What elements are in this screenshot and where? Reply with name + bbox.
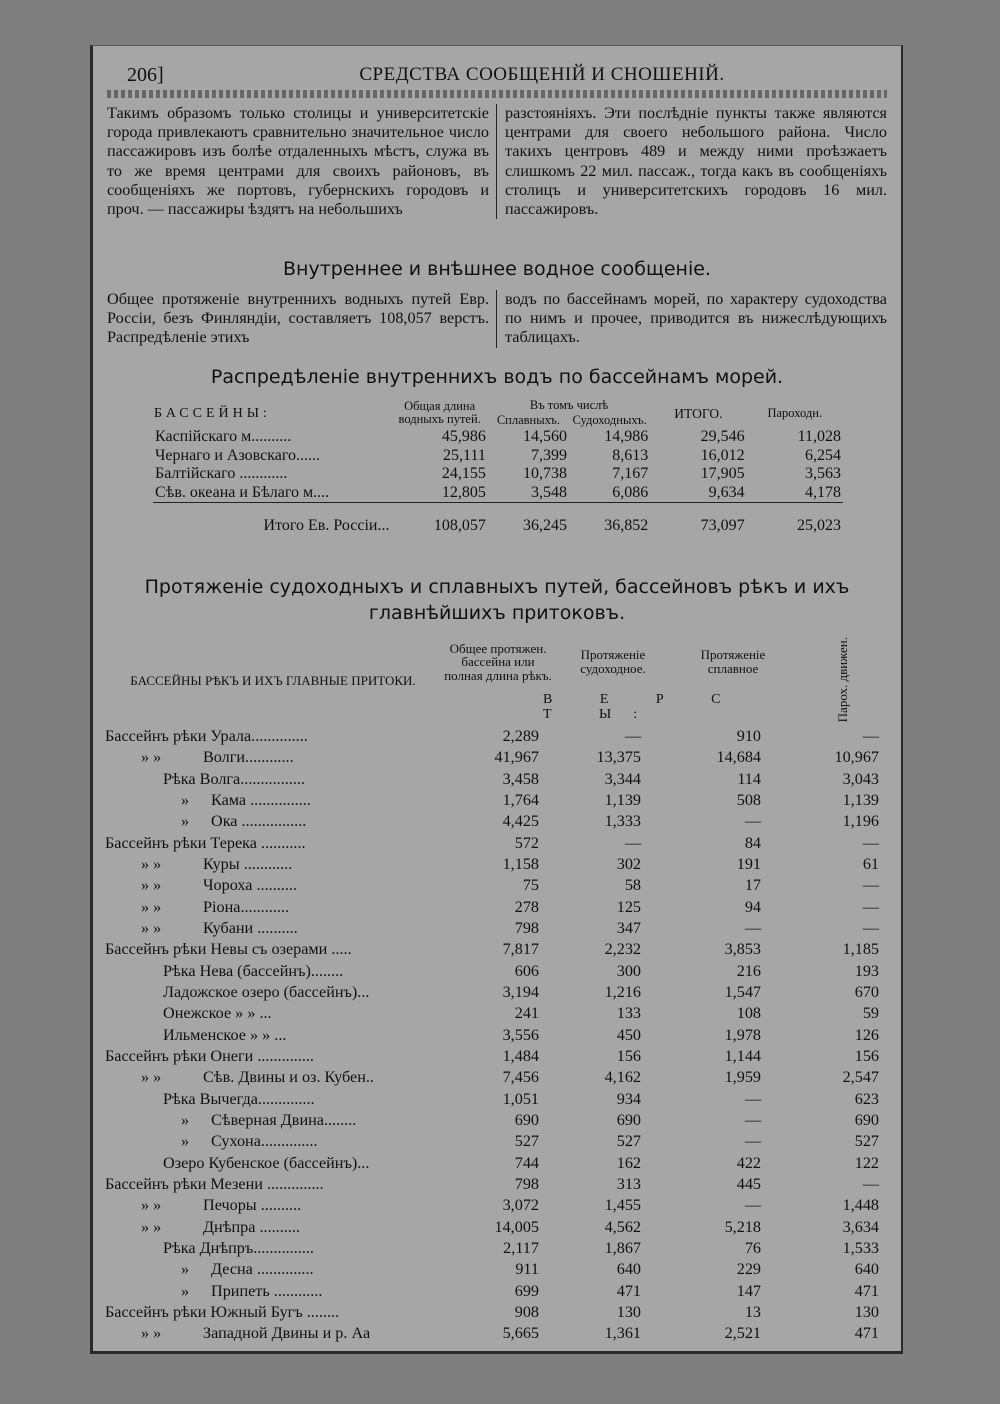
- row-label: [103, 1131, 443, 1152]
- ditto-mark: » »: [141, 1196, 162, 1215]
- header-including: Въ томъ числѣ: [529, 398, 609, 412]
- table-cell: 300: [616, 961, 641, 980]
- table-cell: 59: [862, 1004, 879, 1023]
- section-right-column: водъ по бассейнамъ морей, по характеру судоходства по нимъ и прочее, приводится въ нижеслѣдующихъ таблицахъ.: [505, 290, 887, 347]
- row-label: Чернаго и Азовскаго......: [155, 446, 321, 464]
- table-row: [103, 811, 893, 832]
- table-cell: 6,086: [612, 483, 649, 501]
- table-cell: 4,562: [604, 1217, 641, 1236]
- ditto-mark: » »: [141, 876, 162, 895]
- row-name: Онежское » » ...: [163, 1004, 272, 1023]
- table-cell: —: [744, 1111, 761, 1130]
- ditto-mark: »: [181, 1281, 190, 1300]
- header-total-extent: Общее протяжен. бассейна или полная длина рѣкъ.: [444, 640, 552, 683]
- intro-right-column: разстояніяхъ. Эти послѣдніе пункты также являются центрами для своего небольшого района. Число такихъ центровъ 489 и между ними проѣзжаетъ слишкомъ 22 мил. пассаж., тогда какъ въ сообщеніяхъ столицъ и университетскихъ городовъ 16 мил. пассажировъ.: [505, 104, 887, 219]
- table-cell: 527: [616, 1132, 641, 1151]
- table-cell: 61: [862, 854, 879, 873]
- table-cell: 1,533: [842, 1239, 879, 1258]
- row-label: [103, 1323, 443, 1344]
- table-cell: 3,634: [842, 1217, 879, 1236]
- table-row: [103, 1302, 893, 1323]
- table-cell: 1,051: [502, 1089, 539, 1108]
- table-cell: 14,560: [523, 428, 568, 445]
- table-cell: 450: [616, 1025, 641, 1044]
- table-cell: 1,333: [604, 812, 641, 831]
- table-cell: 4,162: [604, 1068, 641, 1087]
- table-cell: 7,456: [502, 1068, 539, 1087]
- table-cell: 445: [736, 1175, 761, 1194]
- table-row: [103, 1131, 893, 1152]
- table-cell: 1,484: [502, 1047, 539, 1065]
- header-rafting: Сплавныхъ.: [496, 413, 561, 427]
- table-cell: 29,546: [700, 428, 745, 445]
- page-header: [93, 64, 901, 90]
- table-cell: —: [862, 897, 879, 916]
- table-cell: 1,139: [604, 790, 641, 809]
- table-row: [103, 982, 893, 1003]
- row-label: [103, 1153, 443, 1174]
- table-cell: 156: [854, 1047, 879, 1065]
- row-label: Сѣв. океана и Бѣлаго м....: [155, 483, 330, 501]
- row-name: Волги............: [203, 748, 294, 767]
- table-cell: 191: [736, 854, 761, 873]
- row-name: Западной Двины и р. Аа: [203, 1324, 371, 1343]
- table-cell: 606: [514, 961, 539, 980]
- table-cell: 126: [854, 1025, 879, 1044]
- table-cell: 302: [616, 854, 641, 873]
- table-cell: —: [744, 918, 761, 937]
- row-name: Ильменское » » ...: [163, 1025, 287, 1044]
- table-row: [103, 1238, 893, 1259]
- table-cell: 3,072: [502, 1196, 539, 1215]
- table2-title-line2: главнѣйшихъ притоковъ.: [368, 602, 626, 624]
- row-name: Бассейнъ рѣки Урала..............: [105, 726, 308, 745]
- table-row: [103, 1067, 893, 1088]
- table-cell: 122: [854, 1153, 879, 1172]
- table-cell: 2,117: [503, 1239, 539, 1258]
- row-name: Бассейнъ рѣки Терека ...........: [105, 833, 306, 852]
- header-river-basins: БАССЕЙНЫ РѢКЪ И ИХЪ ГЛАВНЫЕ ПРИТОКИ.: [130, 673, 416, 689]
- table-cell: 471: [616, 1281, 641, 1300]
- row-label: [103, 1174, 443, 1195]
- table2-title-line1: Протяженіе судоходныхъ и сплавныхъ путей, бассейновъ рѣкъ и ихъ: [144, 576, 850, 598]
- table-cell: 94: [744, 897, 761, 916]
- table-cell: 24,155: [441, 465, 486, 482]
- ditto-mark: » »: [141, 1217, 162, 1236]
- row-label: [103, 918, 443, 939]
- row-name: Бассейнъ рѣки Невы съ озерами .....: [105, 940, 352, 959]
- table-cell: 572: [514, 833, 539, 852]
- row-label: [103, 726, 443, 747]
- table-cell: 910: [736, 726, 761, 745]
- table-cell: 5,665: [502, 1324, 539, 1343]
- header-navigable: Судоходныхъ.: [572, 413, 647, 427]
- row-label: [103, 875, 443, 896]
- table-cell: 3,458: [502, 769, 539, 788]
- row-label: [103, 961, 443, 982]
- table-cell: 84: [744, 833, 761, 852]
- header-total-length: Общая длина водныхъ путей.: [398, 399, 481, 426]
- table-row: [103, 769, 893, 790]
- row-name: Бассейнъ рѣки Мезени ..............: [105, 1175, 324, 1194]
- table-cell: 216: [736, 961, 761, 980]
- table-cell: 911: [515, 1260, 539, 1279]
- table-cell: 17: [744, 876, 761, 895]
- ditto-mark: » »: [141, 897, 162, 916]
- table-cell: 1,158: [502, 854, 539, 873]
- section-columns: [107, 290, 887, 348]
- table-cell: —: [744, 1196, 761, 1215]
- row-label: [103, 982, 443, 1003]
- ditto-mark: » »: [141, 854, 162, 873]
- table-cell: 1,216: [604, 982, 641, 1001]
- table-cell: 908: [514, 1303, 539, 1322]
- row-label: [103, 1195, 443, 1216]
- ditto-mark: » »: [141, 748, 162, 767]
- header-steam-traffic: Парох. движен.: [835, 637, 851, 723]
- row-label: [103, 939, 443, 960]
- table-cell: 1,139: [842, 790, 879, 809]
- table-cell: 1,455: [604, 1196, 641, 1215]
- table-cell: 156: [616, 1047, 641, 1065]
- table-row: [103, 747, 893, 768]
- table-cell: 10,738: [523, 465, 568, 482]
- row-name: Ока ................: [211, 812, 307, 831]
- table-cell: —: [862, 876, 879, 895]
- row-name: Бассейнъ рѣки Онеги ..............: [105, 1047, 314, 1065]
- intro-columns: [107, 104, 887, 219]
- table-cell: 4,178: [805, 483, 841, 501]
- row-label: [103, 897, 443, 918]
- row-label: [103, 1003, 443, 1024]
- table-row: [103, 1217, 893, 1238]
- table-row: [103, 1003, 893, 1024]
- table-cell: 623: [854, 1089, 879, 1108]
- row-label: [103, 790, 443, 811]
- table-row: [153, 465, 843, 484]
- row-label: Балтійскаго ............: [155, 465, 288, 482]
- table-cell: 690: [616, 1111, 641, 1130]
- header-rafting-length: Протяженіе сплавное: [700, 647, 766, 676]
- table-row: [103, 875, 893, 896]
- table-cell: 527: [514, 1132, 539, 1151]
- table-row: [103, 790, 893, 811]
- row-name: Бассейнъ рѣки Южный Бугъ ........: [105, 1303, 340, 1322]
- table-cell: 798: [514, 918, 539, 937]
- table-cell: 16,012: [700, 446, 745, 464]
- table-cell: 241: [514, 1004, 539, 1023]
- table-cell: 108,057: [433, 517, 486, 534]
- section-left-column: Общее протяженіе внутреннихъ водныхъ путей Евр. Россіи, безъ Финляндіи, составляетъ 108,057 верстъ. Распредѣленіе этихъ: [107, 290, 497, 348]
- row-label: [103, 833, 443, 854]
- table-cell: —: [862, 726, 879, 745]
- table-cell: —: [624, 726, 641, 745]
- row-name: Озеро Кубенское (бассейнъ)...: [163, 1153, 370, 1172]
- row-label: [103, 769, 443, 790]
- table-cell: 798: [514, 1175, 539, 1194]
- table-cell: 4,425: [502, 812, 539, 831]
- row-name: Куры ............: [203, 854, 293, 873]
- table-cell: 1,867: [604, 1239, 641, 1258]
- table-row: [103, 961, 893, 982]
- row-name: Кама ...............: [211, 790, 311, 809]
- basins-by-sea-table: [153, 398, 843, 536]
- table-cell: 13: [744, 1303, 761, 1322]
- table-row: [153, 428, 843, 447]
- row-label: [103, 1046, 443, 1067]
- table-cell: 7,167: [612, 465, 649, 482]
- table-cell: 162: [616, 1153, 641, 1172]
- table-cell: 25,111: [443, 446, 486, 464]
- table-cell: 1,144: [724, 1047, 761, 1065]
- ditto-mark: »: [181, 1260, 190, 1279]
- page-number: 206]: [127, 64, 164, 86]
- decorative-rule: [107, 90, 887, 98]
- table-cell: 278: [514, 897, 539, 916]
- ditto-mark: »: [181, 790, 190, 809]
- row-name: Чороха ..........: [203, 876, 297, 895]
- table-row: [103, 1089, 893, 1110]
- table-cell: 744: [514, 1153, 539, 1172]
- table-cell: 25,023: [797, 517, 841, 534]
- row-name: Десна ..............: [211, 1260, 314, 1279]
- header-steam: Пароходн.: [767, 405, 823, 420]
- table-cell: 3,043: [842, 769, 879, 788]
- table-cell: 2,521: [724, 1324, 761, 1343]
- table-cell: 1,361: [604, 1324, 641, 1343]
- row-name: Рѣка Вычегда..............: [163, 1089, 315, 1108]
- row-name: Печоры ..........: [203, 1196, 302, 1215]
- table-cell: 45,986: [441, 428, 486, 445]
- table-row: [103, 1174, 893, 1195]
- row-label: [103, 811, 443, 832]
- book-page: [90, 45, 903, 1354]
- table-cell: 3,344: [604, 769, 641, 788]
- header-versts: В Е Р С Т Ы:: [543, 692, 743, 722]
- row-name: Рѣка Нева (бассейнъ)........: [163, 961, 344, 980]
- table-cell: 14,684: [716, 748, 761, 767]
- row-label: Каспійскаго м..........: [155, 428, 292, 445]
- table-cell: 7,817: [502, 940, 539, 959]
- table-cell: 313: [616, 1175, 641, 1194]
- ditto-mark: »: [181, 812, 190, 831]
- table-cell: 58: [624, 876, 641, 895]
- table-cell: 1,196: [842, 812, 879, 831]
- table-row: [153, 447, 843, 466]
- table-cell: 13,375: [596, 748, 641, 767]
- table-cell: 14,986: [604, 428, 649, 445]
- row-label: [103, 1089, 443, 1110]
- table-cell: 11,028: [797, 428, 841, 445]
- table-cell: —: [744, 812, 761, 831]
- table-cell: 130: [854, 1303, 879, 1322]
- ditto-mark: »: [181, 1132, 190, 1151]
- table-cell: 527: [854, 1132, 879, 1151]
- row-label: [103, 1110, 443, 1131]
- row-name: Сѣверная Двина........: [211, 1111, 357, 1130]
- row-label: [103, 1238, 443, 1259]
- table-cell: 640: [854, 1260, 879, 1279]
- row-label: [103, 854, 443, 875]
- table-cell: 147: [736, 1281, 761, 1300]
- table-cell: 3,853: [724, 940, 761, 959]
- table-cell: 36,245: [523, 517, 568, 534]
- table-cell: —: [862, 918, 879, 937]
- table-row: [103, 1259, 893, 1280]
- table-cell: 2,232: [604, 940, 641, 959]
- row-name: Припеть ............: [211, 1281, 323, 1300]
- table-cell: 130: [616, 1303, 641, 1322]
- row-name: Днѣпра ..........: [203, 1217, 300, 1236]
- table-cell: 41,967: [494, 748, 539, 767]
- table-cell: 133: [616, 1004, 641, 1023]
- table-cell: 36,852: [604, 517, 649, 534]
- table-cell: 1,978: [724, 1025, 761, 1044]
- table-cell: 8,613: [612, 446, 649, 464]
- row-name: Ладожское озеро (бассейнъ)...: [163, 982, 370, 1001]
- table-cell: —: [744, 1089, 761, 1108]
- table-row: [103, 1195, 893, 1216]
- table-cell: 1,185: [842, 940, 879, 959]
- row-label: [103, 1302, 443, 1323]
- total-row: [153, 503, 843, 536]
- table-row: [103, 1323, 893, 1344]
- row-name: Рѣка Волга................: [163, 769, 305, 788]
- row-label: [103, 1025, 443, 1046]
- table-cell: 193: [854, 961, 879, 980]
- table-cell: 10,967: [834, 748, 879, 767]
- row-name: Сѣв. Двины и оз. Кубен..: [203, 1068, 374, 1087]
- table-cell: 670: [854, 982, 879, 1001]
- table-cell: —: [862, 833, 879, 852]
- header-itogo: ИТОГО.: [674, 405, 723, 421]
- table-cell: 1,959: [724, 1068, 761, 1087]
- section-title-water: Внутреннее и внѣшнее водное сообщеніе.: [283, 258, 711, 280]
- table-cell: 75: [522, 876, 539, 895]
- table-cell: 9,634: [708, 483, 745, 501]
- header-navigable-length: Протяженіе судоходное.: [580, 647, 646, 676]
- table-cell: 1,547: [724, 982, 761, 1001]
- table-cell: —: [862, 1175, 879, 1194]
- table-row: [103, 1046, 893, 1067]
- table-cell: 17,905: [700, 465, 745, 482]
- table-cell: 690: [514, 1111, 539, 1130]
- table-cell: 699: [514, 1281, 539, 1300]
- table-cell: 5,218: [724, 1217, 761, 1236]
- row-label: [103, 1259, 443, 1280]
- table-cell: 3,563: [805, 465, 841, 482]
- table-cell: 934: [616, 1089, 641, 1108]
- row-label: [103, 747, 443, 768]
- table-cell: 6,254: [805, 446, 841, 464]
- running-title: СРЕДСТВА СООБЩЕНІЙ И СНОШЕНІЙ.: [359, 64, 725, 85]
- table-cell: 73,097: [700, 517, 745, 534]
- table-cell: —: [744, 1132, 761, 1151]
- table-cell: 3,548: [531, 483, 568, 501]
- row-label: [103, 1067, 443, 1088]
- table-cell: 2,547: [842, 1068, 879, 1087]
- table-cell: 3,194: [502, 982, 539, 1001]
- table-cell: 125: [616, 897, 641, 916]
- row-label: [103, 1217, 443, 1238]
- table-row: [103, 1281, 893, 1302]
- header-basins: БАССЕЙНЫ:: [154, 405, 271, 421]
- table-cell: 76: [744, 1239, 761, 1258]
- row-name: Кубани ..........: [203, 918, 298, 937]
- table-row: [103, 833, 893, 854]
- row-name: Ріона............: [203, 897, 290, 916]
- intro-left-column: Такимъ образомъ только столицы и университетскіе города привлекаютъ сравнительно значительное число пассажировъ изъ болѣе отдаленныхъ мѣстъ, служа въ то же время центрами для своихъ районовъ, въ сообщеніяхъ же портовъ, губернскихъ городовъ и проч. — пассажиры ѣздятъ на небольшихъ: [107, 104, 497, 219]
- row-name: Сухона..............: [211, 1132, 318, 1151]
- table-row: [103, 897, 893, 918]
- table1-title: Распредѣленіе внутреннихъ водъ по бассейнамъ морей.: [210, 366, 784, 388]
- table-cell: 7,399: [531, 446, 568, 464]
- table-row: [103, 1025, 893, 1046]
- table-row: [103, 918, 893, 939]
- table-cell: 1,448: [842, 1196, 879, 1215]
- table-cell: 471: [854, 1281, 879, 1300]
- table-cell: 422: [736, 1153, 761, 1172]
- row-label: Итого Ев. Россіи...: [263, 517, 390, 534]
- table-cell: 12,805: [441, 483, 486, 501]
- ditto-mark: » »: [141, 918, 162, 937]
- ditto-mark: »: [181, 1111, 190, 1130]
- table-cell: 508: [736, 790, 761, 809]
- table-cell: 229: [736, 1260, 761, 1279]
- row-name: Рѣка Днѣпръ...............: [163, 1239, 314, 1258]
- table-row: [103, 939, 893, 960]
- table-cell: 3,556: [502, 1025, 539, 1044]
- ditto-mark: » »: [141, 1068, 162, 1087]
- table-cell: 347: [616, 918, 641, 937]
- table-cell: 14,005: [494, 1217, 539, 1236]
- table-cell: 108: [736, 1004, 761, 1023]
- table-row: [103, 1153, 893, 1174]
- row-label: [103, 1281, 443, 1302]
- table-row: [103, 1110, 893, 1131]
- table-row: [103, 854, 893, 875]
- table-cell: 690: [854, 1111, 879, 1130]
- table-cell: 471: [854, 1324, 879, 1343]
- table-row: [103, 726, 893, 747]
- table-cell: 1,764: [502, 790, 539, 809]
- table-cell: 2,289: [502, 726, 539, 745]
- table-cell: 114: [737, 769, 761, 788]
- ditto-mark: » »: [141, 1324, 162, 1343]
- table-row: [153, 484, 843, 503]
- river-basins-table: [103, 636, 893, 1345]
- table-cell: —: [624, 833, 641, 852]
- table-cell: 640: [616, 1260, 641, 1279]
